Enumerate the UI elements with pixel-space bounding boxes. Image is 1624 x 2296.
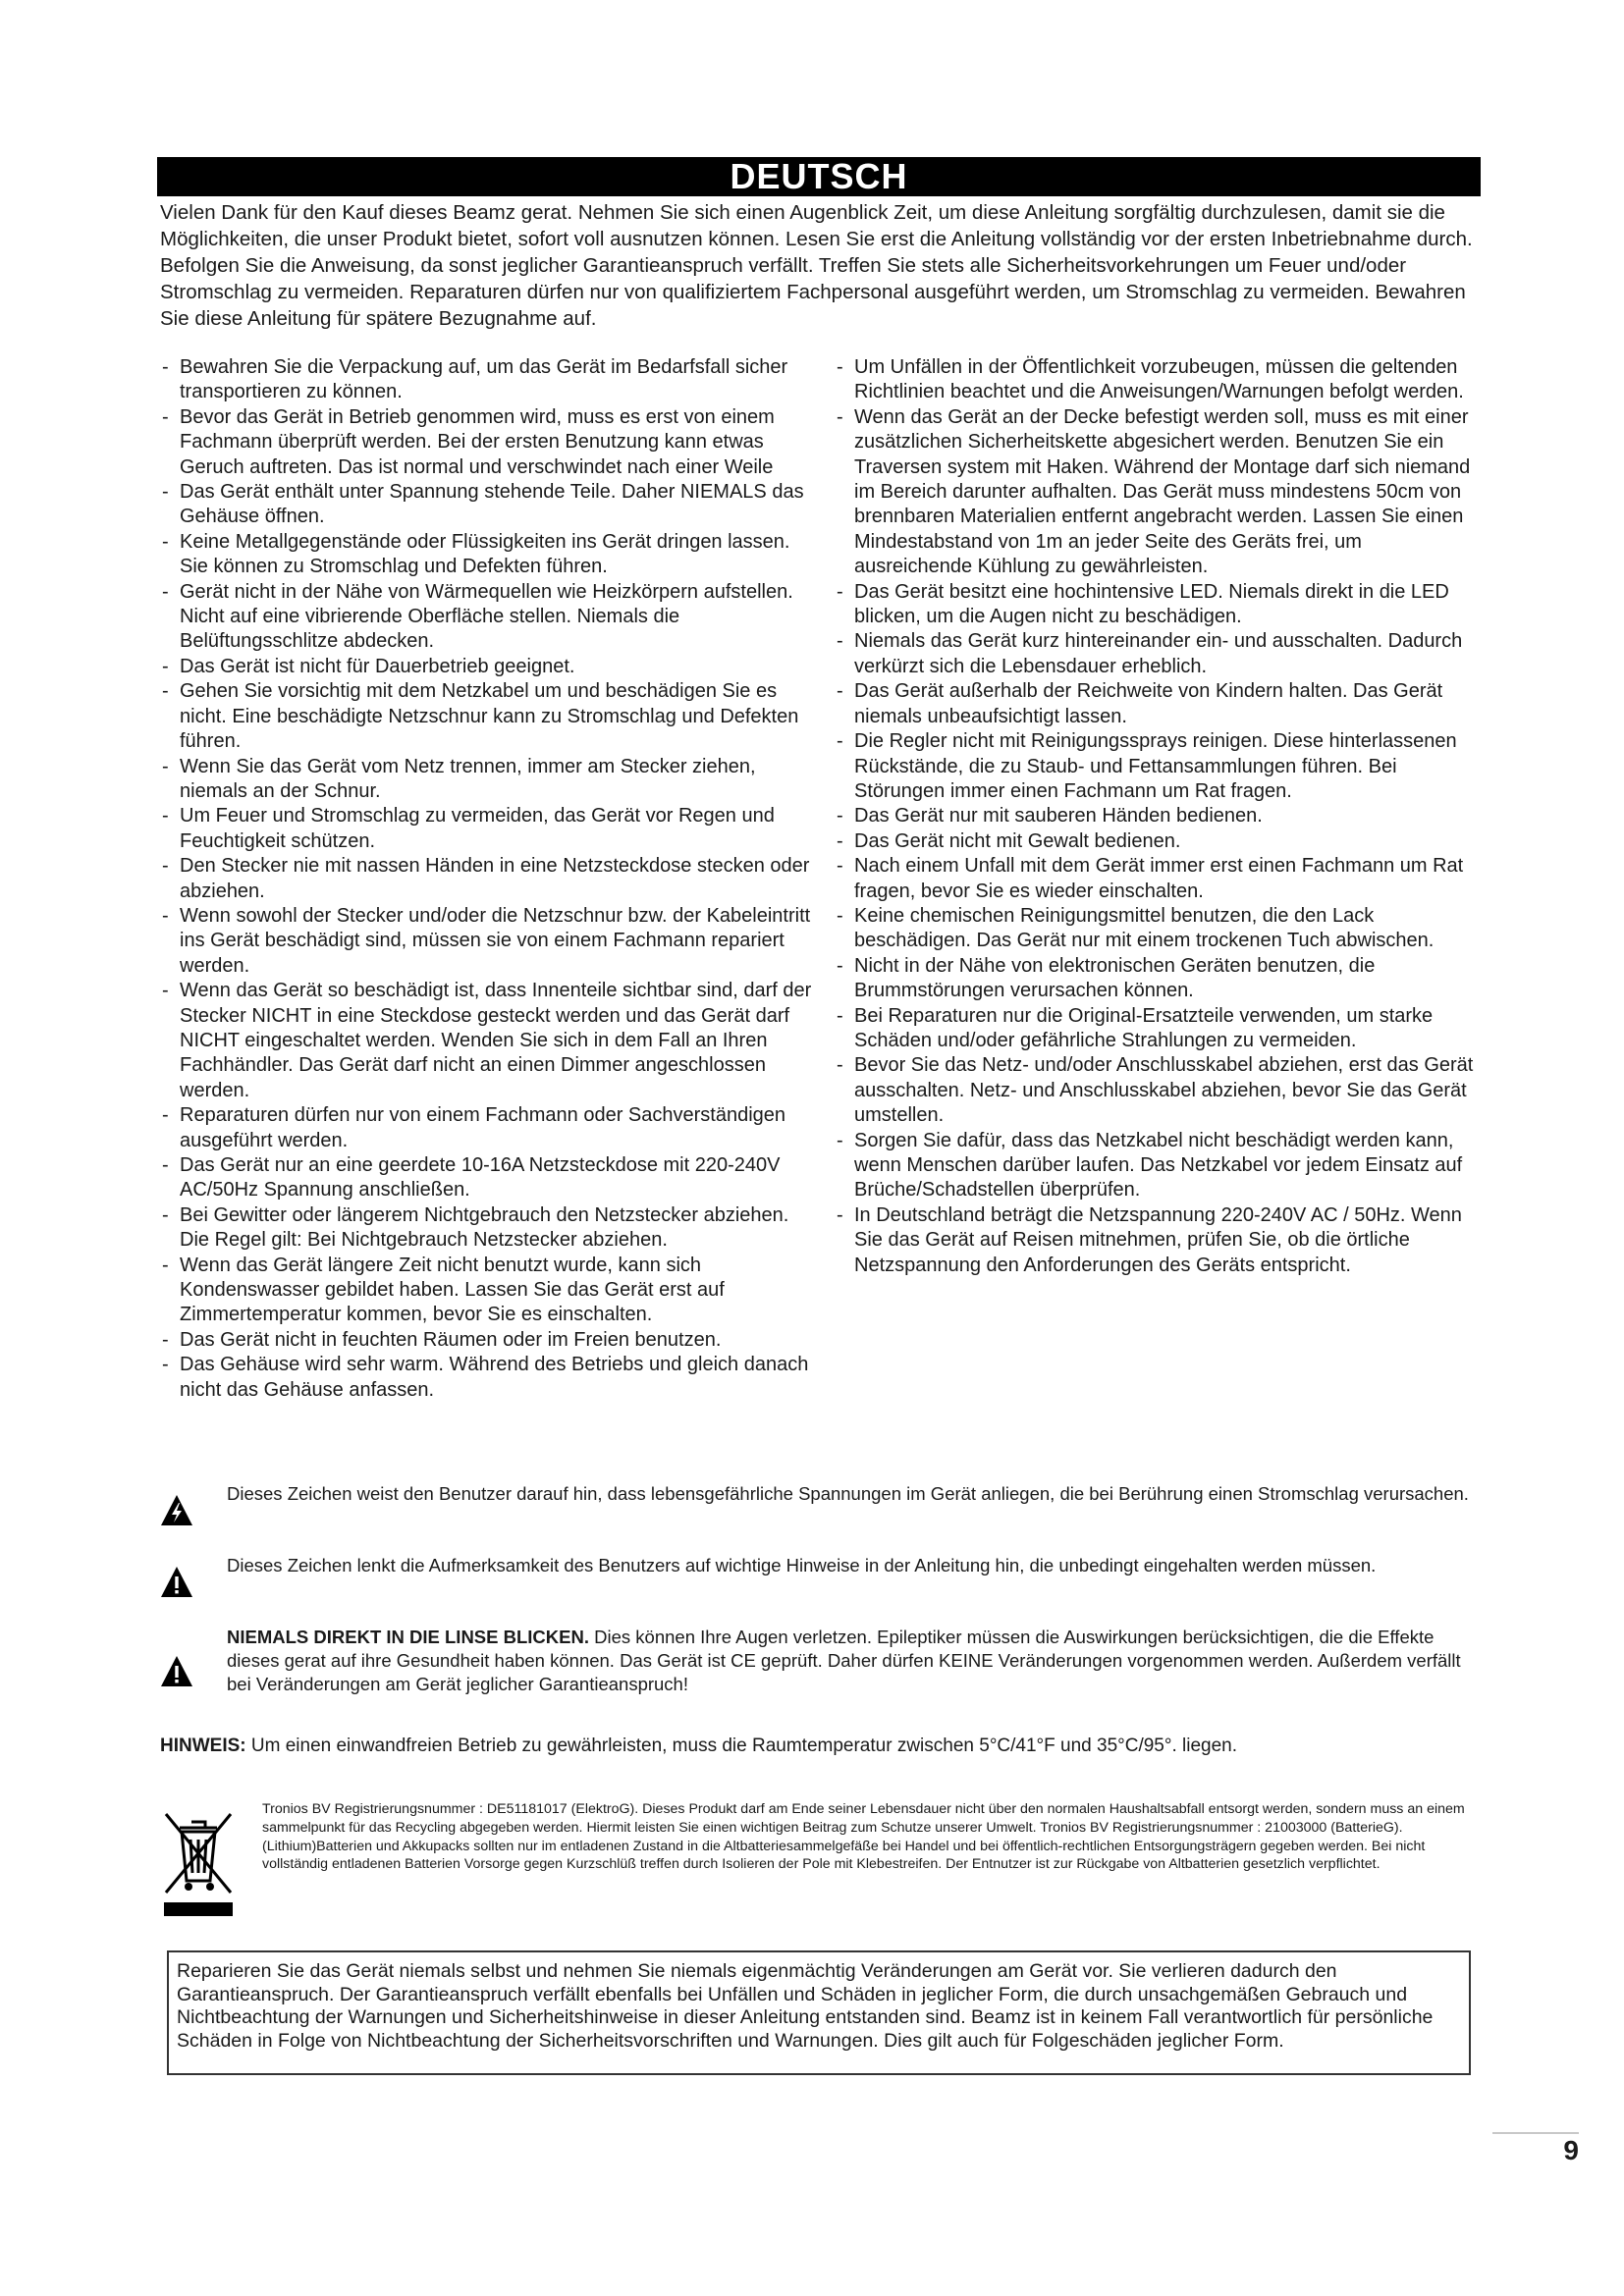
page-number: 9 [1563,2135,1579,2165]
weee-disposal-notice [160,1800,1481,1928]
safety-bullet-item: - Das Gerät ist nicht für Dauerbetrieb geeignet. [160,655,816,679]
safety-bullet-item: - Reparaturen dürfen nur von einem Fachmann oder Sachverständigen ausgeführt werden. [160,1103,816,1153]
safety-bullet-item: - In Deutschland beträgt die Netzspannung 220-240V AC / 50Hz. Wenn Sie das Gerät auf Reisen mitnehmen, prüfen Sie, ob die örtliche Netzspannung den Anforderungen des Geräts entspricht. [835,1203,1483,1278]
safety-bullet-item: - Bevor Sie das Netz- und/oder Anschlusskabel abziehen, erst das Gerät ausschalten. Netz- und Anschlusskabel abziehen, bevor Sie das Gerät umstellen. [835,1053,1483,1128]
exclamation-warning-icon [160,1655,193,1688]
safety-bullet-item: - Bei Reparaturen nur die Original-Ersatzteile verwenden, um starke Schäden und/oder gefährliche Strahlungen zu vermeiden. [835,1004,1483,1054]
safety-bullet-item: - Bewahren Sie die Verpackung auf, um das Gerät im Bedarfsfall sicher transportieren zu können. [160,355,816,405]
left-safety-column [160,355,816,1403]
warning-bold-lead: NIEMALS DIREKT IN DIE LINSE BLICKEN. [227,1627,589,1647]
section-title-bar: DEUTSCH [157,157,1481,196]
safety-bullet-item: - Gerät nicht in der Nähe von Wärmequellen wie Heizkörpern aufstellen. Nicht auf eine vibrierende Oberfläche stellen. Niemals die Belüftungsschlitze abdecken. [160,580,816,655]
safety-bullet-item: - Das Gehäuse wird sehr warm. Während des Betriebs und gleich danach nicht das Gehäuse anfassen. [160,1353,816,1403]
safety-bullet-item: - Keine chemischen Reinigungsmittel benutzen, die den Lack beschädigen. Das Gerät nur mit einem trockenen Tuch abwischen. [835,904,1483,954]
note-text: Um einen einwandfreien Betrieb zu gewährleisten, muss die Raumtemperatur zwischen 5°C/41°F und 35°C/95°. liegen. [245,1735,1238,1756]
safety-bullet-item: - Wenn sowohl der Stecker und/oder die Netzschnur bzw. der Kabeleintritt ins Gerät beschädigt sind, müssen sie von einem Fachmann repariert werden. [160,904,816,979]
safety-bullet-item: - Die Regler nicht mit Reinigungssprays reinigen. Diese hinterlassenen Rückstände, die zu Staub- und Fettansammlungen führen. Bei Störungen immer einen Fachmann um Rat fragen. [835,729,1483,804]
right-safety-column [835,355,1483,1278]
warning-lens [160,1626,1481,1704]
exclamation-warning-icon [160,1566,193,1599]
warning-text [227,1626,1481,1696]
safety-bullet-item: - Das Gerät außerhalb der Reichweite von Kindern halten. Das Gerät niemals unbeaufsichtigt lassen. [835,679,1483,729]
safety-bullet-item: - Das Gerät nicht mit Gewalt bedienen. [835,829,1483,854]
safety-bullet-item: - Das Gerät nur an eine geerdete 10-16A Netzsteckdose mit 220-240V AC/50Hz Spannung anschließen. [160,1153,816,1203]
left-safety-list [160,355,816,1403]
safety-bullet-item: - Den Stecker nie mit nassen Händen in eine Netzsteckdose stecken oder abziehen. [160,854,816,904]
safety-bullet-item: - Wenn das Gerät an der Decke befestigt werden soll, muss es mit einer zusätzlichen Sicherheitskette abgesichert werden. Benutzen Sie ein Traversen system mit Haken. Während der Montage darf sich niemand im Bereich darunter aufhalten. Das Gerät muss mindestens 50cm von brennbaren Materialien entfernt angebracht werden. Lassen Sie einen Mindestabstand von 1m an jeder Seite des Geräts frei, um ausreichende Kühlung zu gewährleisten. [835,405,1483,580]
safety-bullet-item: - Bevor das Gerät in Betrieb genommen wird, muss es erst von einem Fachmann überprüft werden. Bei der ersten Benutzung kann etwas Geruch auftreten. Das ist normal und verschwindet nach einer Weile [160,405,816,480]
safety-bullet-item: - Nach einem Unfall mit dem Gerät immer erst einen Fachmann um Rat fragen, bevor Sie es wieder einschalten. [835,854,1483,904]
safety-bullet-item: - Nicht in der Nähe von elektronischen Geräten benutzen, die Brummstörungen verursachen können. [835,954,1483,1004]
safety-bullet-item: - Wenn das Gerät längere Zeit nicht benutzt wurde, kann sich Kondenswasser gebildet haben. Lassen Sie das Gerät erst auf Zimmertemperatur kommen, bevor Sie es einschalten. [160,1254,816,1328]
crossed-out-wheelie-bin-icon [160,1804,237,1922]
safety-bullet-item: - Das Gerät enthält unter Spannung stehende Teile. Daher NIEMALS das Gehäuse öffnen. [160,480,816,530]
safety-bullet-item: - Um Unfällen in der Öffentlichkeit vorzubeugen, müssen die geltenden Richtlinien beachtet und die Anweisungen/Warnungen befolgt werden. [835,355,1483,405]
safety-bullet-item: - Gehen Sie vorsichtig mit dem Netzkabel um und beschädigen Sie es nicht. Eine beschädigte Netzschnur kann zu Stromschlag und Defekten führen. [160,679,816,754]
weee-text: Tronios BV Registrierungsnummer : DE51181017 (ElektroG). Dieses Produkt darf am Ende seiner Lebensdauer nicht über den normalen Haushaltsabfall entsorgt werden, sondern muss an einem sammelpunkt für das Recycling abgegeben werden. Hiermit leisten Sie einen wichtigen Beitrag zum Schutze unserer Umwelt. Tronios BV Registrierungsnummer : 21003000 (BatterieG). (Lithium)Batterien und Akkupacks sollten nur im entladenen Zustand in die Altbatteriesammelgefäße bei Handel und bei öffentlich-rechtlichen Entsorgungsträgern gegeben werden. Bei nicht vollständig entladenen Batterien Vorsorge gegen Kurzschlüß treffen durch Isolieren der Pole mit Klebestreifen. Der Entnutzer ist zur Rückgabe von Altbatterien gesetzlich verpflichtet. [262,1801,1465,1873]
temperature-note [160,1734,1481,1758]
warranty-notice-box [167,1950,1471,2075]
warning-body: Dies können Ihre Augen verletzen. Epileptiker müssen die Auswirkungen berücksichtigen, die die Effekte dieses gerat auf ihre Gesundheit haben können. Das Gerät ist CE geprüft. Daher dürfen KEINE Veränderungen vorgenommen werden. Außerdem verfällt bei Veränderungen am Gerät jeglicher Garantieanspruch! [227,1627,1461,1694]
right-safety-list [835,355,1483,1278]
warranty-notice-text: Reparieren Sie das Gerät niemals selbst und nehmen Sie niemals eigenmächtig Veränderungen am Gerät vor. Sie verlieren dadurch den Garantieanspruch. Der Garantieanspruch verfällt ebenfalls bei Unfällen und Schäden in jeglicher Form, die durch unsachgemäßen Gebrauch und Nichtbeachtung der Warnungen und Sicherheitshinweise in dieser Anleitung entstanden sind. Beamz ist in keinem Fall verantwortlich für persönliche Schäden in Folge von Nichtbeachtung der Sicherheitsvorschriften und Warnungen. Dies gilt auch für Folgeschäden jeglicher Form. [177,1960,1434,2052]
safety-bullet-item: - Wenn Sie das Gerät vom Netz trennen, immer am Stecker ziehen, niemals an der Schnur. [160,755,816,805]
warning-electric-shock [160,1482,1481,1533]
safety-bullet-item: - Keine Metallgegenstände oder Flüssigkeiten ins Gerät dringen lassen. Sie können zu Stromschlag und Defekten führen. [160,530,816,580]
safety-bullet-item: - Das Gerät nur mit sauberen Händen bedienen. [835,804,1483,828]
safety-bullet-item: - Wenn das Gerät so beschädigt ist, dass Innenteile sichtbar sind, darf der Stecker NICHT in eine Steckdose gesteckt werden und das Gerät darf NICHT eingeschaltet werden. Wenden Sie sich in dem Fall an Ihren Fachhändler. Das Gerät darf nicht an einen Dimmer angeschlossen werden. [160,979,816,1103]
safety-bullet-item: - Das Gerät nicht in feuchten Räumen oder im Freien benutzen. [160,1328,816,1353]
intro-paragraph: Vielen Dank für den Kauf dieses Beamz gerat. Nehmen Sie sich einen Augenblick Zeit, um diese Anleitung sorgfältig durchzulesen, damit sie die Möglichkeiten, die unser Produkt bietet, sofort voll ausnutzen können. Lesen Sie erst die Anleitung vollständig vor der ersten Inbetriebnahme durch. Befolgen Sie die Anweisung, da sonst jeglicher Garantieanspruch verfällt. Treffen Sie stets alle Sicherheitsvorkehrungen um Feuer und/oder Stromschlag zu vermeiden. Reparaturen dürfen nur von qualifiziertem Fachpersonal ausgeführt werden, um Stromschlag zu vermeiden. Bewahren Sie diese Anleitung für spätere Bezugnahme auf. [160,201,1473,330]
safety-bullet-item: - Um Feuer und Stromschlag zu vermeiden, das Gerät vor Regen und Feuchtigkeit schützen. [160,804,816,854]
safety-bullet-item: - Sorgen Sie dafür, dass das Netzkabel nicht beschädigt werden kann, wenn Menschen darüber laufen. Das Netzkabel vor jedem Einsatz auf Brüche/Schadstellen überprüfen. [835,1129,1483,1203]
warning-text: Dieses Zeichen weist den Benutzer darauf hin, dass lebensgefährliche Spannungen im Gerät anliegen, die bei Berührung einen Stromschlag verursachen. [227,1483,1469,1504]
note-label: HINWEIS: [160,1735,246,1756]
warning-text: Dieses Zeichen lenkt die Aufmerksamkeit des Benutzers auf wichtige Hinweise in der Anleitung hin, die unbedingt eingehalten werden müssen. [227,1555,1377,1575]
safety-bullet-item: - Bei Gewitter oder längerem Nichtgebrauch den Netzstecker abziehen. Die Regel gilt: Bei Nichtgebrauch Netzstecker abziehen. [160,1203,816,1254]
safety-bullet-item: - Das Gerät besitzt eine hochintensive LED. Niemals direkt in die LED blicken, um die Augen nicht zu beschädigen. [835,580,1483,630]
lightning-warning-icon [160,1494,193,1527]
safety-bullet-item: - Niemals das Gerät kurz hintereinander ein- und ausschalten. Dadurch verkürzt sich die Lebensdauer erheblich. [835,629,1483,679]
warning-attention [160,1554,1481,1605]
